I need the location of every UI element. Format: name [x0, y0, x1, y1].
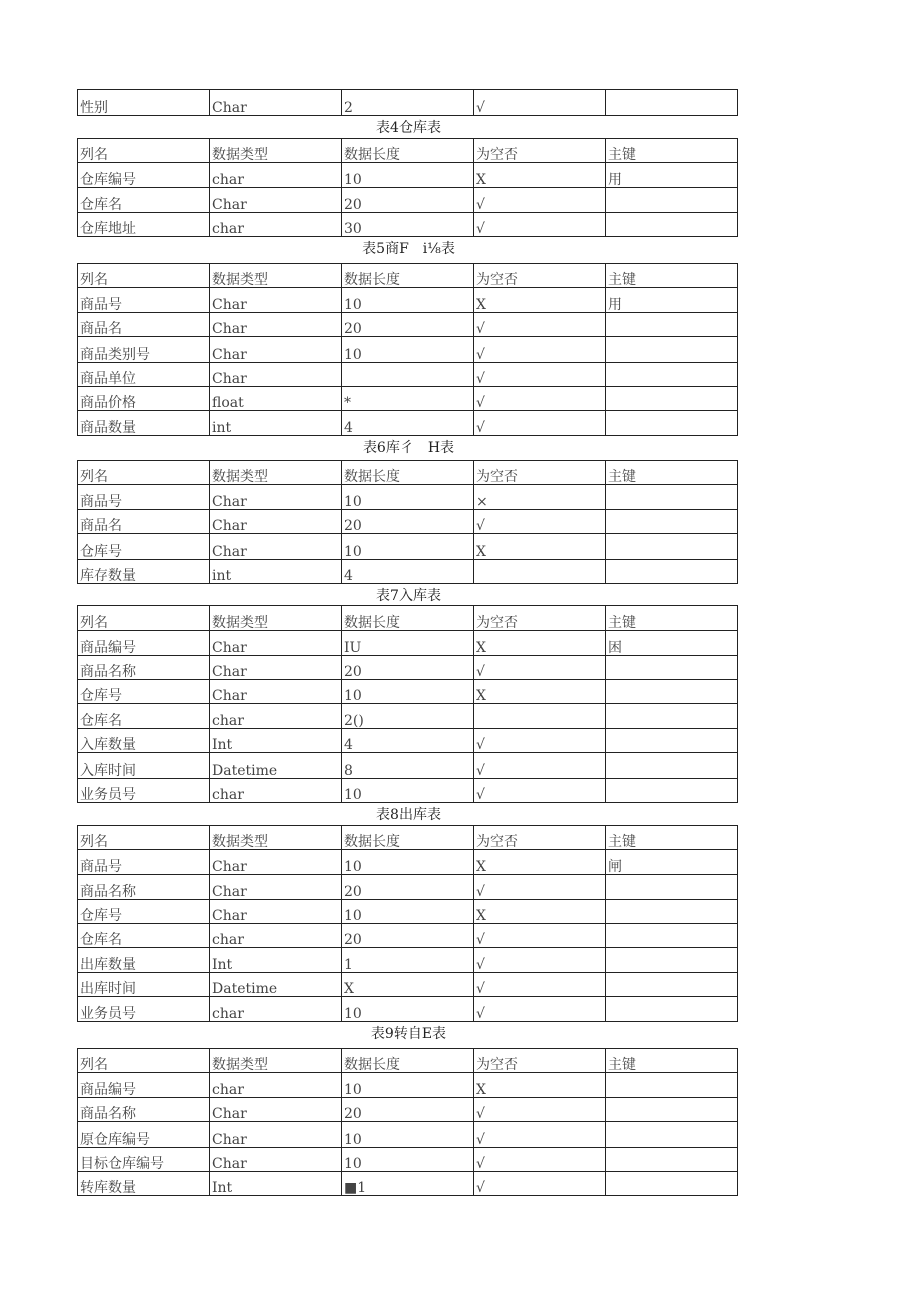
data-length-cell: 数据长度 [342, 606, 474, 631]
column-name-cell: 商品名 [78, 313, 210, 337]
column-name-cell: 列名 [78, 139, 210, 163]
data-length-cell: 数据长度 [342, 264, 474, 288]
data-length-cell: 2() [342, 704, 474, 729]
column-name-cell: 商品名称 [78, 656, 210, 680]
data-length-cell: 10 [342, 534, 474, 560]
column-name-cell: 仓库号 [78, 534, 210, 560]
nullable-cell: 为空否 [474, 139, 606, 163]
primary-key-cell [606, 510, 738, 534]
data-type-cell: int [210, 411, 342, 436]
schema-table [77, 138, 738, 237]
data-length-cell: 20 [342, 656, 474, 680]
table-caption: 表7入库表 [376, 588, 441, 604]
data-type-cell: Char [210, 485, 342, 510]
primary-key-cell [606, 534, 738, 560]
header-row [78, 606, 738, 631]
data-length-cell: X [342, 973, 474, 997]
nullable-cell: X [474, 288, 606, 313]
nullable-cell: √ [474, 875, 606, 900]
data-length-cell: ■1 [342, 1172, 474, 1196]
data-length-cell: 10 [342, 1122, 474, 1148]
column-name-cell: 入库时间 [78, 753, 210, 779]
table-section [77, 584, 738, 803]
data-type-cell: float [210, 387, 342, 411]
nullable-cell: √ [474, 90, 606, 116]
table-row [78, 900, 738, 924]
nullable-cell: √ [474, 188, 606, 213]
data-type-cell: Int [210, 948, 342, 973]
nullable-cell: X [474, 631, 606, 656]
header-row [78, 139, 738, 163]
table-caption: 表5商F i⅛表 [362, 241, 455, 257]
column-name-cell: 出库时间 [78, 973, 210, 997]
table-row [78, 213, 738, 237]
header-row [78, 1049, 738, 1073]
primary-key-cell: 主键 [606, 1049, 738, 1073]
column-name-cell: 商品名称 [78, 875, 210, 900]
data-type-cell: Char [210, 510, 342, 534]
primary-key-cell [606, 213, 738, 237]
column-name-cell: 仓库名 [78, 704, 210, 729]
nullable-cell: X [474, 534, 606, 560]
table-row [78, 1122, 738, 1148]
table-row [78, 704, 738, 729]
table-row [78, 656, 738, 680]
primary-key-cell [606, 1122, 738, 1148]
nullable-cell: √ [474, 973, 606, 997]
nullable-cell: 为空否 [474, 606, 606, 631]
table-row [78, 387, 738, 411]
primary-key-cell [606, 875, 738, 900]
nullable-cell: √ [474, 997, 606, 1022]
primary-key-cell [606, 1098, 738, 1122]
column-name-cell: 性别 [78, 90, 210, 116]
nullable-cell: X [474, 680, 606, 704]
schema-table [77, 605, 738, 803]
primary-key-cell [606, 313, 738, 337]
table-row [78, 973, 738, 997]
data-type-cell: Char [210, 1098, 342, 1122]
data-length-cell: 10 [342, 163, 474, 188]
nullable-cell: X [474, 900, 606, 924]
table-row [78, 631, 738, 656]
column-name-cell: 仓库号 [78, 680, 210, 704]
data-length-cell: IU [342, 631, 474, 656]
primary-key-cell [606, 1148, 738, 1172]
table-row [78, 188, 738, 213]
data-length-cell: 10 [342, 997, 474, 1022]
table-row [78, 680, 738, 704]
table-row [78, 850, 738, 875]
data-type-cell: char [210, 1073, 342, 1098]
table-row [78, 729, 738, 753]
data-type-cell: Char [210, 313, 342, 337]
data-type-cell: Char [210, 363, 342, 387]
data-length-cell: 4 [342, 411, 474, 436]
primary-key-cell [606, 704, 738, 729]
table-row [78, 90, 738, 116]
primary-key-cell: 用 [606, 288, 738, 313]
data-type-cell: 数据类型 [210, 264, 342, 288]
table-caption: 表8出库表 [376, 807, 441, 823]
data-type-cell: Char [210, 900, 342, 924]
nullable-cell [474, 560, 606, 584]
primary-key-cell: 主键 [606, 606, 738, 631]
nullable-cell: X [474, 1073, 606, 1098]
data-type-cell: char [210, 213, 342, 237]
data-length-cell: 20 [342, 924, 474, 948]
nullable-cell: √ [474, 1098, 606, 1122]
column-name-cell: 列名 [78, 264, 210, 288]
data-length-cell: 2 [342, 90, 474, 116]
data-type-cell: Char [210, 680, 342, 704]
data-length-cell: 10 [342, 850, 474, 875]
table-row [78, 1098, 738, 1122]
primary-key-cell [606, 997, 738, 1022]
column-name-cell: 商品号 [78, 850, 210, 875]
column-name-cell: 商品号 [78, 485, 210, 510]
data-type-cell: int [210, 560, 342, 584]
data-length-cell: 数据长度 [342, 461, 474, 485]
table-row [78, 288, 738, 313]
primary-key-cell [606, 656, 738, 680]
column-name-cell: 商品编号 [78, 1073, 210, 1098]
table-section [77, 1022, 738, 1196]
header-row [78, 461, 738, 485]
table-row [78, 560, 738, 584]
column-name-cell: 商品编号 [78, 631, 210, 656]
table-row [78, 1148, 738, 1172]
data-type-cell: char [210, 163, 342, 188]
data-type-cell: char [210, 924, 342, 948]
primary-key-cell [606, 1073, 738, 1098]
primary-key-cell [606, 779, 738, 803]
data-length-cell: 10 [342, 680, 474, 704]
column-name-cell: 商品数量 [78, 411, 210, 436]
header-row [78, 826, 738, 850]
primary-key-cell: 主键 [606, 461, 738, 485]
data-length-cell [342, 363, 474, 387]
nullable-cell: √ [474, 779, 606, 803]
column-name-cell: 列名 [78, 1049, 210, 1073]
primary-key-cell [606, 948, 738, 973]
nullable-cell: 为空否 [474, 1049, 606, 1073]
table-row [78, 1073, 738, 1098]
data-type-cell: Char [210, 534, 342, 560]
column-name-cell: 仓库名 [78, 924, 210, 948]
primary-key-cell [606, 560, 738, 584]
data-length-cell: 数据长度 [342, 826, 474, 850]
data-type-cell: 数据类型 [210, 139, 342, 163]
data-length-cell: 10 [342, 485, 474, 510]
table-caption: 表6库彳 H表 [362, 440, 455, 456]
data-type-cell: Datetime [210, 973, 342, 997]
table-row [78, 510, 738, 534]
data-type-cell: 数据类型 [210, 606, 342, 631]
document [77, 89, 738, 1196]
primary-key-cell [606, 729, 738, 753]
primary-key-cell [606, 900, 738, 924]
column-name-cell: 商品名 [78, 510, 210, 534]
nullable-cell: √ [474, 948, 606, 973]
nullable-cell: √ [474, 1122, 606, 1148]
column-name-cell: 商品类别号 [78, 337, 210, 363]
nullable-cell: √ [474, 729, 606, 753]
primary-key-cell [606, 90, 738, 116]
primary-key-cell [606, 363, 738, 387]
data-length-cell: * [342, 387, 474, 411]
data-length-cell: 20 [342, 510, 474, 534]
data-length-cell: 10 [342, 779, 474, 803]
data-length-cell: 30 [342, 213, 474, 237]
table-row [78, 485, 738, 510]
data-type-cell: Char [210, 656, 342, 680]
table-row [78, 779, 738, 803]
nullable-cell: √ [474, 510, 606, 534]
nullable-cell: √ [474, 363, 606, 387]
data-length-cell: 10 [342, 1148, 474, 1172]
nullable-cell [474, 704, 606, 729]
nullable-cell: √ [474, 1172, 606, 1196]
data-length-cell: 1 [342, 948, 474, 973]
column-name-cell: 原仓库编号 [78, 1122, 210, 1148]
schema-table [77, 263, 738, 436]
table-row [78, 411, 738, 436]
data-type-cell: Char [210, 90, 342, 116]
data-length-cell: 8 [342, 753, 474, 779]
nullable-cell: √ [474, 924, 606, 948]
nullable-cell: √ [474, 753, 606, 779]
column-name-cell: 业务员号 [78, 779, 210, 803]
nullable-cell: √ [474, 213, 606, 237]
data-length-cell: 10 [342, 1073, 474, 1098]
primary-key-cell [606, 411, 738, 436]
nullable-cell: X [474, 850, 606, 875]
table-section [77, 436, 738, 584]
schema-table [77, 89, 738, 116]
primary-key-cell [606, 337, 738, 363]
column-name-cell: 商品单位 [78, 363, 210, 387]
table-section [77, 89, 738, 116]
data-length-cell: 20 [342, 1098, 474, 1122]
data-type-cell: Char [210, 337, 342, 363]
column-name-cell: 商品号 [78, 288, 210, 313]
table-row [78, 337, 738, 363]
table-caption: 表4仓库表 [376, 120, 441, 136]
data-length-cell: 20 [342, 188, 474, 213]
primary-key-cell: 主键 [606, 139, 738, 163]
column-name-cell: 入库数量 [78, 729, 210, 753]
data-length-cell: 20 [342, 313, 474, 337]
data-type-cell: Int [210, 729, 342, 753]
table-row [78, 163, 738, 188]
table-row [78, 313, 738, 337]
table-row [78, 534, 738, 560]
column-name-cell: 商品价格 [78, 387, 210, 411]
table-section [77, 803, 738, 1022]
data-type-cell: char [210, 997, 342, 1022]
nullable-cell: √ [474, 411, 606, 436]
nullable-cell: √ [474, 337, 606, 363]
primary-key-cell [606, 1172, 738, 1196]
nullable-cell: √ [474, 313, 606, 337]
column-name-cell: 仓库号 [78, 900, 210, 924]
data-type-cell: 数据类型 [210, 461, 342, 485]
data-length-cell: 20 [342, 875, 474, 900]
header-row [78, 264, 738, 288]
table-row [78, 1172, 738, 1196]
data-type-cell: Datetime [210, 753, 342, 779]
data-length-cell: 4 [342, 560, 474, 584]
nullable-cell: √ [474, 387, 606, 411]
table-row [78, 997, 738, 1022]
data-type-cell: Char [210, 875, 342, 900]
nullable-cell: 为空否 [474, 264, 606, 288]
data-length-cell: 10 [342, 900, 474, 924]
data-type-cell: 数据类型 [210, 826, 342, 850]
nullable-cell: 为空否 [474, 461, 606, 485]
column-name-cell: 仓库编号 [78, 163, 210, 188]
primary-key-cell: 主键 [606, 264, 738, 288]
table-caption: 表9转自E表 [370, 1026, 447, 1042]
primary-key-cell [606, 485, 738, 510]
column-name-cell: 仓库地址 [78, 213, 210, 237]
column-name-cell: 转库数量 [78, 1172, 210, 1196]
column-name-cell: 仓库名 [78, 188, 210, 213]
data-type-cell: char [210, 704, 342, 729]
primary-key-cell [606, 680, 738, 704]
table-row [78, 363, 738, 387]
schema-table [77, 460, 738, 584]
primary-key-cell: 闸 [606, 850, 738, 875]
nullable-cell: 为空否 [474, 826, 606, 850]
data-length-cell: 10 [342, 337, 474, 363]
data-type-cell: Int [210, 1172, 342, 1196]
data-type-cell: Char [210, 1148, 342, 1172]
primary-key-cell [606, 188, 738, 213]
column-name-cell: 目标仓库编号 [78, 1148, 210, 1172]
primary-key-cell: 困 [606, 631, 738, 656]
data-type-cell: Char [210, 850, 342, 875]
table-row [78, 948, 738, 973]
nullable-cell: X [474, 163, 606, 188]
data-type-cell: 数据类型 [210, 1049, 342, 1073]
table-section [77, 116, 738, 237]
primary-key-cell: 用 [606, 163, 738, 188]
column-name-cell: 列名 [78, 826, 210, 850]
data-length-cell: 4 [342, 729, 474, 753]
primary-key-cell [606, 973, 738, 997]
column-name-cell: 商品名称 [78, 1098, 210, 1122]
data-length-cell: 数据长度 [342, 139, 474, 163]
table-row [78, 753, 738, 779]
data-type-cell: Char [210, 631, 342, 656]
column-name-cell: 业务员号 [78, 997, 210, 1022]
nullable-cell: × [474, 485, 606, 510]
column-name-cell: 列名 [78, 461, 210, 485]
primary-key-cell [606, 753, 738, 779]
primary-key-cell [606, 924, 738, 948]
data-type-cell: char [210, 779, 342, 803]
column-name-cell: 列名 [78, 606, 210, 631]
primary-key-cell [606, 387, 738, 411]
primary-key-cell: 主键 [606, 826, 738, 850]
table-row [78, 924, 738, 948]
data-length-cell: 10 [342, 288, 474, 313]
column-name-cell: 库存数量 [78, 560, 210, 584]
schema-table [77, 1048, 738, 1196]
data-type-cell: Char [210, 288, 342, 313]
data-type-cell: Char [210, 188, 342, 213]
data-length-cell: 数据长度 [342, 1049, 474, 1073]
data-type-cell: Char [210, 1122, 342, 1148]
nullable-cell: √ [474, 656, 606, 680]
schema-table [77, 825, 738, 1022]
table-row [78, 875, 738, 900]
column-name-cell: 出库数量 [78, 948, 210, 973]
table-section [77, 237, 738, 436]
nullable-cell: √ [474, 1148, 606, 1172]
